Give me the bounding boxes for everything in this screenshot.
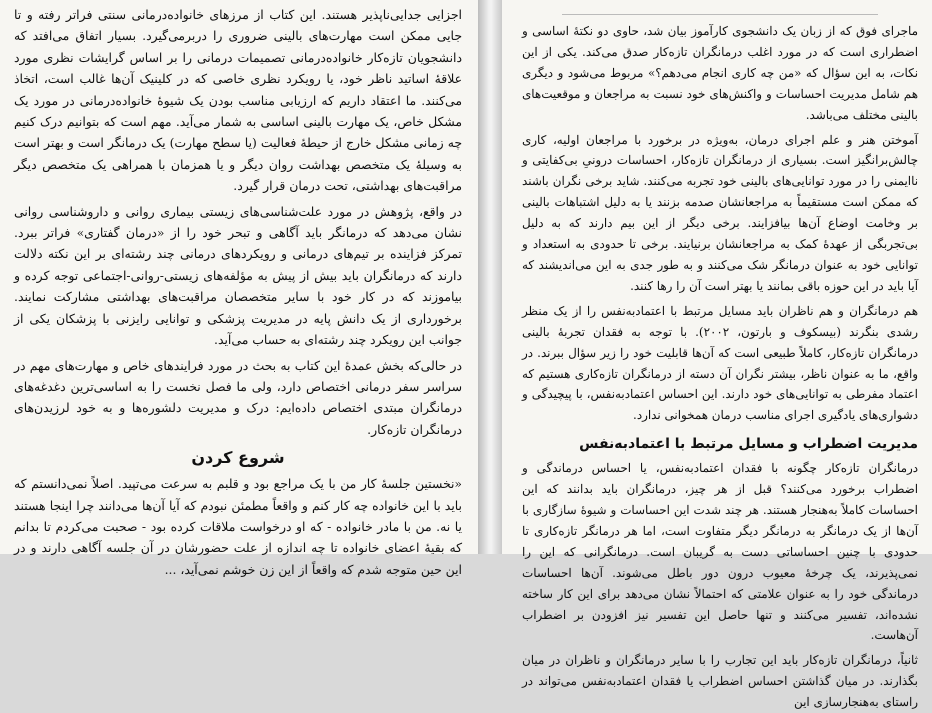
right-page <box>500 0 932 710</box>
right-paragraph-1: ماجرای فوق که از زبان یک دانشجوی کارآموز بیان شد، حاوی دو نکتهٔ اساسی و اضطراری است که در مورد اغلب درمانگران تازه‌کار صدق می‌کند. یکی از این نکات، به این سؤال که «من چه کاری انجام می‌دهم؟» مربوط می‌شود و دیگری هم شامل مدیریت احساسات و واکنش‌های خود نسبت به مراجعان و موقعیت‌های بالینی مختلف می‌باشد. <box>522 24 918 122</box>
section-heading-getting-started: شروع کردن <box>191 448 285 468</box>
right-section-paragraph-1: درمانگران تازه‌کار چگونه با فقدان اعتمادبه‌نفس، یا احساس درماندگی و اضطراب برخورد می‌کنند؟ قبل از هر چیز، درمانگران باید بدانند که این احساسات کاملاً به‌هنجار هستند. هر چند شدت این احساسات و شیوهٔ سازگاری با آن‌ها از یک درمانگر به درمانگر دیگر متفاوت است، اما هر درمانگر تازه‌کاری تا حدودی با چنین احساساتی دست به گریبان است. درمانگرانی که این را نمی‌پذیرند، یک چرخهٔ معیوب درون دور باطل می‌شوند. آن‌ها احساسات درماندگی خود را به عنوان علامتی که احتمالاً نشان می‌دهد برای این کار ساخته نشده‌اند، تفسیر می‌کنند و تنها حاصل این تفسیر نیز افزودن بر اضطراب آن‌هاست. <box>522 461 918 643</box>
book-gutter <box>478 0 502 554</box>
left-paragraph-3: در حالی‌که بخش عمدهٔ این کتاب به بحث در مورد فرایندهای خاص و مهارت‌های مهم در سراسر سفر درمانی اختصاص دارد، ولی ما فصل نخست را به اساسی‌ترین دغدغه‌های درمانگران مبتدی اختصاص داده‌ایم: درک و مدیریت دلشوره‌ها و به خود لرزیدن‌های درمانگران تازه‌کار. <box>14 357 462 437</box>
right-paragraph-2: آموختن هنر و علم اجرای درمان، به‌ویژه در برخورد با مراجعان اولیه، کاری چالش‌برانگیز است. بسیاری از درمانگران تازه‌کار، احساسات درونیِ بی‌کفایتی و ناایمنی را در مورد توانایی‌های بالینی خود تجربه می‌کنند. شاید برخی نگران باشند که ممکن است مستقیماً به مراجعانشان صدمه بزنند یا به دلیل اشتباهات بالینی بر وخامت اوضاع آن‌ها بیافزایند. برخی دیگر از این بیم دارند که به دلیل بی‌تجربگی از عهدهٔ کمک به مراجعانشان برنیایند. برخی تا حدودی به استعداد و توانایی خود به عنوان درمانگر شک می‌کنند و به طور جدی به این می‌اندیشند که آیا باید در این حوزه باقی بمانند یا بهتر است آن را رها کنند. <box>522 132 918 293</box>
right-section-paragraph-2: ثانیاً، درمانگران تازه‌کار باید این تجارب را با سایر درمانگران و ناظران در میان بگذارند. در میان گذاشتن احساس اضطراب یا فقدان اعتمادبه‌نفس می‌تواند در راستای به‌هنجارسازی این <box>522 653 918 710</box>
right-page-text <box>500 0 932 713</box>
left-paragraph-2: در واقع، پژوهش در مورد علت‌شناسی‌های زیستی بیماری روانی و داروشناسی روانی نشان می‌دهد که درمانگر باید آگاهی و تبحر خود را از «درمان گفتاری» فراتر ببرد. تمرکز فزاینده بر تیم‌های درمانی و رویکردهای درمانی چند رشته‌ای بر این نکته دلالت دارند که درمانگران باید بیش از پیش به مؤلفه‌های زیستی-روانی-اجتماعی توجه کرده و بیاموزند که در کار خود با سایر متخصصان مراقبت‌های بهداشتی مشارکت نمایند. برخورداری از یک دانش پایه در مدیریت پزشکی و توانایی رایزنی با پزشکان یکی از جوانب این رویکرد چند رشته‌ای به حساب می‌آید. <box>14 203 462 348</box>
left-closing-paragraph: «نخستین جلسهٔ کار من با یک مراجع بود و قلبم به سرعت می‌تپید. اصلاً نمی‌دانستم که باید با این خانواده چه کار کنم و واقعاً مطمئن نبودم که آیا آن‌ها می‌دانند چرا اینجا هستند یا نه. من با مادر خانواده - که او درخواست ملاقات کرده بود - صحبت می‌کردم تا بدانم که بقیهٔ اعضای خانواده تا چه اندازه از علت حضورشان در آن جلسه آگاهی دارند و در این حین متوجه شدم که واقعاً از این زن خوشم نمی‌آید، ... <box>14 476 462 577</box>
left-page-text <box>0 0 480 580</box>
left-paragraph-1: اجزایی جدایی‌ناپذیر هستند. این کتاب از مرزهای خانواده‌درمانی سنتی فراتر رفته و تا جایی ممکن است مهارت‌های بالینی ضروری را دربرمی‌گیرد. بسیار اتفاق می‌افتد که دانشجویان تازه‌کار خانواده‌درمانی تصمیمات درمانی را بر اساس گرایشات نظری مورد علاقهٔ اساتید ناظر خود، یا رویکرد نظری خاصی که در کلینیک آن‌ها غالب است، اتخاذ می‌کنند. ما اعتقاد داریم که ارزیابی مناسب بودن یک شیوهٔ خانواده‌درمانی در مورد یک مشکل خاص، یک مهارت بالینی اساسی به شمار می‌آید. مهم است که بتوانیم درک کنیم چه زمانی مشکل خارج از حیطهٔ فعالیت (یا سطح مهارت) یک درمانگر است و بهتر است به وسیلهٔ یک متخصص بهداشت روان دیگر و یا همزمان با همراهی یک متخصص دیگر مراقبت‌های بهداشتی، تحت درمان قرار گیرد. <box>14 7 462 194</box>
right-paragraph-3: هم درمانگران و هم ناظران باید مسایل مرتبط با اعتمادبه‌نفس را از یک منظر رشدی بنگرند (بیسکوف و بارتون، ۲۰۰۲). با توجه به فقدان تجربهٔ بالینی درمانگران تازه‌کار، کاملاً طبیعی است که آن‌ها قابلیت خود را زیر سؤال ببرند. در واقع، ما به عنوان ناظر، بیشتر نگران آن دسته از درمانگران تازه‌کاری هستیم که اعتماد مفرطی به توانایی‌های خود دارند. این احساس اعتمادبه‌نفس، با پیچیدگی و دشواری‌های یادگیری اجرای مناسب درمان همخوانی ندارد. <box>522 303 918 423</box>
running-header <box>562 0 878 15</box>
left-page <box>0 0 480 577</box>
section-heading-anxiety: مدیریت اضطراب و مسایل مرتبط با اعتمادبه‌نفس <box>579 436 918 453</box>
